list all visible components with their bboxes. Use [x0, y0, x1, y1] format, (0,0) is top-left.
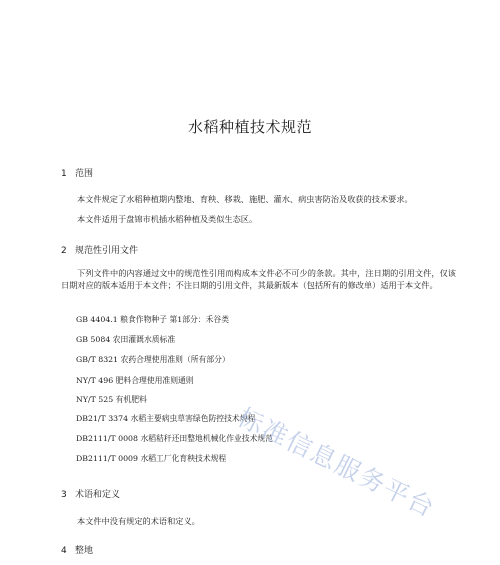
reference-item: DB21/T 3374 水稻主要病虫草害绿色防控技术规程: [76, 414, 256, 423]
reference-item: DB2111/T 0009 水稻工厂化育秧技术规程: [76, 454, 227, 463]
section-heading-normative-references: [61, 243, 138, 256]
section-number: 2: [61, 246, 67, 256]
reference-item: GB 4404.1 粮食作物种子 第1部分：禾谷类: [76, 315, 229, 324]
section-number: 4: [61, 546, 67, 556]
paragraph: 下列文件中的内容通过文中的规范性引用而构成本文件必不可少的条款。其中，注日期的引用文件，仅该日期对应的版本适用于本文件；不注日期的引用文件，其最新版本（包括所有的修改单）适用于本文件。: [61, 268, 456, 290]
paragraph: 本文件适用于盘锦市机插水稻种植及类似生态区。: [77, 214, 258, 224]
section-title: 范围: [75, 169, 94, 179]
reference-item: DB2111/T 0008 水稻秸秆还田整地机械化作业技术规范: [76, 434, 273, 443]
section-number: 1: [61, 169, 67, 179]
paragraph: 本文件中没有规定的术语和定义。: [77, 516, 200, 526]
section-heading-scope: [61, 166, 93, 179]
section-heading-land-preparation: [61, 543, 93, 556]
reference-item: NY/T 496 肥料合理使用准则通则: [76, 376, 194, 385]
section-heading-terms: [61, 487, 120, 500]
section-number: 3: [61, 490, 67, 500]
document-title: 水稻种植技术规范: [187, 118, 312, 136]
watermark: 标准信息服务平台: [233, 402, 440, 524]
reference-item: GB/T 8321 农药合理使用准则（所有部分）: [76, 355, 230, 364]
section-title: 规范性引用文件: [75, 246, 139, 256]
paragraph: 本文件规定了水稻种植期内整地、育秧、移栽、施肥、灌水、病虫害防治及收获的技术要求。: [77, 194, 413, 204]
reference-item: GB 5084 农田灌溉水质标准: [76, 335, 176, 344]
section-title: 术语和定义: [75, 490, 121, 500]
reference-item: NY/T 525 有机肥料: [76, 395, 147, 404]
section-title: 整地: [75, 546, 94, 556]
